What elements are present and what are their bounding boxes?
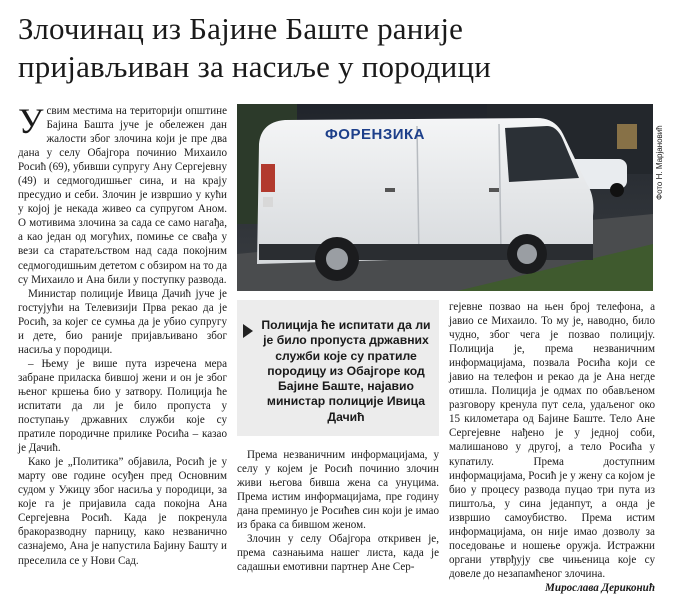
signature-line [449, 581, 655, 595]
pull-quote-box [237, 300, 439, 436]
forensics-van-photo [237, 104, 653, 291]
article-paragraph: Према незваничним информацијама, у селу у којем је Росић починио злочин живи његова бивша жена са унуцима. Према истим информацијама, пре годину дана преминуо је Росићев син који је имао из брака са бившом женом. [237, 449, 439, 532]
article-paragraph: Како је „Политика” објавила, Росић је у марту ове године осуђен пред Основним судом у Ужицу због насиља у породици, за које га је пријавила сада покојна Ана Сергејевна Росић. Када је покренула бракоразводну парницу, како незванично сазнајемо, Ана је напустила Бајину Башту и преселила се у Нови Сад. [18, 456, 227, 567]
photo-credit: Фото Н. Марјановић [655, 125, 664, 200]
van-label: ФОРЕНЗИКА [325, 126, 425, 143]
pull-quote: Полиција ће испитати да ли је било пропуста државних служби које су пратиле породицу из Обајгоре код Бајине Баште, најавио министар полиције Ивица Дачић [261, 318, 431, 424]
headline-line-2: пријављиван за насиље у породици [18, 49, 492, 84]
column-3 [449, 300, 655, 595]
column-2 [237, 448, 439, 574]
article-paragraph: – Њему је више пута изречена мера забране приласка бившој жени и он је због њеног кршења био у затвору. Полиција ће испитати да ли је било пропуста у поступању државних служби које су пратиле породичне прилике Росића – казао је Дачић. [18, 357, 227, 455]
author-signature: Мирослава Дериконић [545, 581, 655, 594]
triangle-bullet-icon [243, 324, 253, 338]
headline-line-1: Злочинац из Бајине Баште раније [18, 11, 464, 46]
article-paragraph: Злочин у селу Обајгора откривен је, према сазнањима нашег листа, када је садашњи емотивни партнер Ане Сер- [237, 533, 439, 574]
article-paragraph: Усвим местима на територији општине Бајина Башта јуче је обележен дан жалости због злочина који је пре два дана у селу Обајгора починио Михаило Росић (69), убивши супругу Ану Сергејевну (49) и седмогодишњег сина, и на крају пресудио и себи. Злочин је извршио у кући у којој је некада живео са супругом Аном. О мотивима злочина за сада се само нагађа, а као један од могућих, помиње се свађа у вези са старатељством над сада покојним седмогодишњим дететом с обзиром на то да су Михаило и Ана били у поступку развода. [18, 101, 227, 286]
article-paragraph: гејевне позвао на њен број телефона, а јавио се Михаило. То му је, наводно, било чудно, због чега је позвао полицију. Полиција је, према незваничним информацијама, позвала Росића који се јавио на телефон и рекао да је Ана негде отишла. Полиција је одмах по обављеном разговору кренула пут села, удаљеног око 15 километара од Бајине Баште. Тело Ане Сергејевне нађено је у једној соби, малишаново у другој, а тело Росића у купатилу. Према доступним информацијама, Росић је у жену са којом је био у процесу развода пуцао три пута из пиштоља, у сина једанпут, а онда је извршио самоубиство. Према истим информацијама, он није имао дозволу за поседовање и ношење оружја. Истражни органи утврђују све чињеница које су довеле до незапамћеног злочина. [449, 301, 655, 580]
article-paragraph: Министар полиције Ивица Дачић јуче је гостујући на Телевизији Прва рекао да је Росић, за којег се сумња да је убио супругу и дете, био раније пријављивано због насиља у породици. [18, 287, 227, 356]
headline [18, 10, 658, 86]
column-1 [18, 101, 227, 568]
drop-cap: У [18, 101, 44, 141]
